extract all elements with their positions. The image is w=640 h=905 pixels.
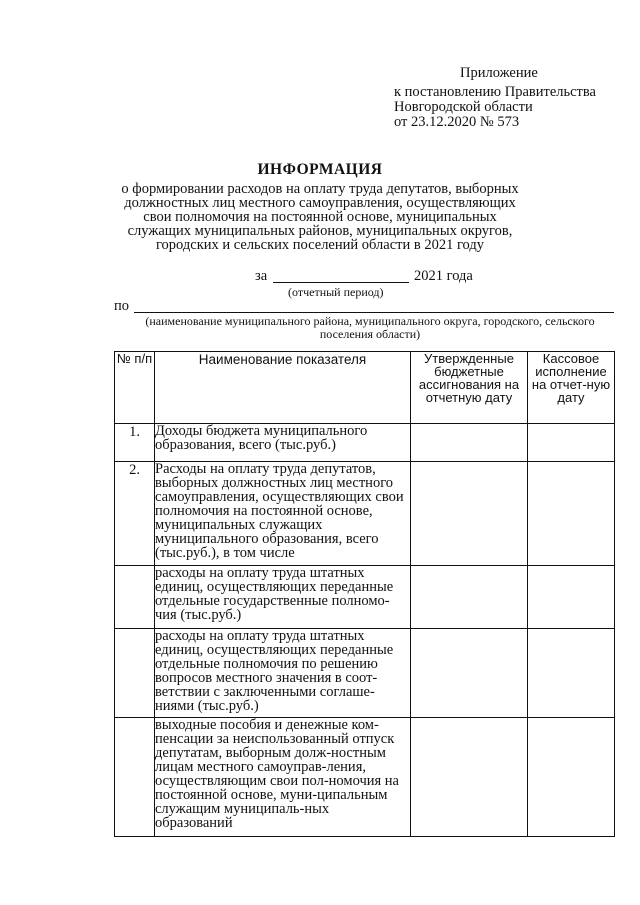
table-header-row bbox=[115, 352, 615, 424]
header-name: Наименование показателя bbox=[155, 352, 411, 424]
row-cash-cell bbox=[528, 629, 615, 718]
period-hint: (отчетный период) bbox=[288, 285, 384, 299]
row-name: Расходы на оплату труда депутатов, выборных должностных лиц местного самоуправления, осуществляющих свои полномочия на постоянной основе, муниципальных служащих муниципального образования, всего (тыс.руб.), в том числе bbox=[155, 462, 411, 566]
row-approved-cell bbox=[411, 424, 528, 462]
header-num: № п/п bbox=[115, 352, 155, 424]
row-name: расходы на оплату труда штатных единиц, осуществляющих переданные отдельные полномочия по решению вопросов местного значения в соот-ветствии с заключенными соглаше-ниями (тыс.руб.) bbox=[155, 629, 411, 718]
table-row bbox=[115, 462, 615, 566]
municipality-prefix: по bbox=[114, 298, 130, 314]
row-num: 2. bbox=[115, 462, 155, 566]
table-row bbox=[115, 718, 615, 837]
row-num bbox=[115, 718, 155, 837]
row-name: расходы на оплату труда штатных единиц, осуществляющих переданные отдельные государственные полномо-чия (тыс.руб.) bbox=[155, 566, 411, 629]
row-name: выходные пособия и денежные ком-пенсации за неиспользованный отпуск депутатам, выборным долж-ностным лицам местного самоуправ-ления, осуществляющим свои пол-номочия на постоянной основе, муни-ципальным служащим муниципаль-ных образований bbox=[155, 718, 411, 837]
annex-block bbox=[394, 66, 596, 130]
header-cash: Кассовое исполнение на отчет-ную дату bbox=[528, 352, 615, 424]
table-row bbox=[115, 424, 615, 462]
period-prefix: за bbox=[255, 268, 268, 284]
document-title: ИНФОРМАЦИЯ bbox=[257, 161, 383, 178]
row-cash-cell bbox=[528, 718, 615, 837]
period-year: 2021 года bbox=[414, 268, 473, 284]
row-num: 1. bbox=[115, 424, 155, 462]
table-row bbox=[115, 566, 615, 629]
row-cash-cell bbox=[528, 462, 615, 566]
row-approved-cell bbox=[411, 566, 528, 629]
row-approved-cell bbox=[411, 718, 528, 837]
annex-line-3: от 23.12.2020 № 573 bbox=[394, 114, 520, 130]
municipality-fill-line bbox=[134, 312, 614, 313]
annex-line-1: к постановлению Правительства bbox=[394, 84, 596, 100]
table-row bbox=[115, 629, 615, 718]
row-cash-cell bbox=[528, 424, 615, 462]
row-cash-cell bbox=[528, 566, 615, 629]
row-approved-cell bbox=[411, 462, 528, 566]
row-num bbox=[115, 629, 155, 718]
annex-label: Приложение bbox=[460, 65, 538, 81]
period-fill-line bbox=[273, 282, 409, 283]
municipality-hint: (наименование муниципального района, муниципального округа, городского, сельского поселения области) bbox=[145, 314, 595, 341]
row-num bbox=[115, 566, 155, 629]
info-table bbox=[114, 351, 615, 837]
header-approved: Утвержденные бюджетные ассигнования на отчетную дату bbox=[411, 352, 528, 424]
row-approved-cell bbox=[411, 629, 528, 718]
annex-line-2: Новгородской области bbox=[394, 99, 533, 115]
document-subtitle: о формировании расходов на оплату труда депутатов, выборных должностных лиц местного самоуправления, осуществляющих свои полномочия на постоянной основе, муниципальных служащих муниципальных районов, муниципальных округов, городских и сельских поселений области в 2021 году bbox=[121, 181, 519, 253]
row-name: Доходы бюджета муниципального образования, всего (тыс.руб.) bbox=[155, 424, 411, 462]
